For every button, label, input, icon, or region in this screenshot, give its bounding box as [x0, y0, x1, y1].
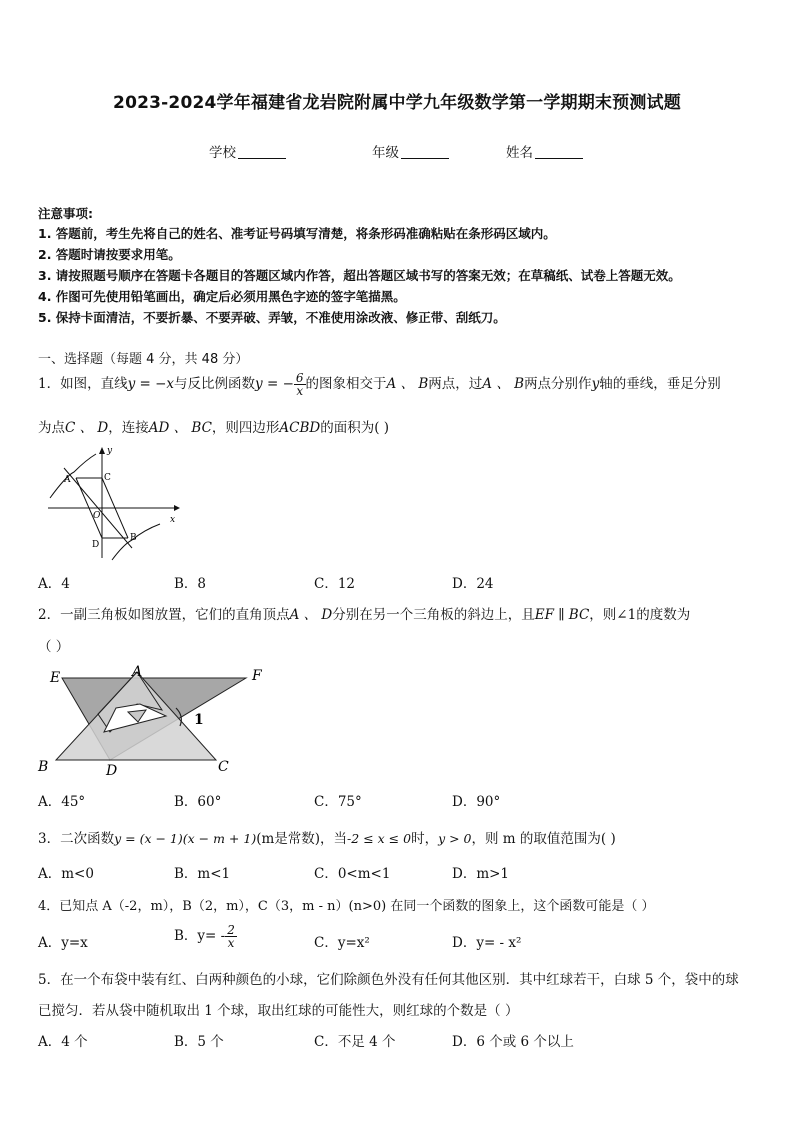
q1-text: 1．如图，直线 — [38, 376, 128, 392]
hyperbola-branch-left — [50, 454, 96, 498]
q1-fraction: $\frac{6}{x}$ — [295, 371, 304, 398]
q2-option-a[interactable]: A．45° — [38, 794, 86, 810]
q3-condition-2: y > 0 — [438, 831, 472, 846]
q3-option-a[interactable]: A．m<0 — [38, 866, 94, 882]
note-item: 3. 请按照题号顺序在答题卡各题目的答题区域内作答，超出答题区域书写的答案无效；在草稿纸、试卷上答题无效。 — [38, 268, 681, 283]
question-5-line-2: 已搅匀．若从袋中随机取出 1 个球，取出红球的可能性大，则红球的个数是（ ） — [38, 1003, 519, 1019]
q1-text: 轴的垂线，垂足分别 — [599, 376, 721, 392]
name-field — [506, 141, 583, 161]
q1-figure — [44, 440, 184, 562]
q1-text: 的图象相交于 — [305, 376, 387, 392]
question-4: 4．已知点 A（-2，m），B（2，m），C（3，m - n）(n>0) 在同一个函数的图象上，这个函数可能是（ ） — [38, 899, 655, 914]
q1-points: A 、 B — [482, 376, 525, 392]
question-3 — [38, 827, 616, 847]
q3-option-b[interactable]: B．m<1 — [174, 866, 231, 882]
q2-option-d[interactable]: D．90° — [452, 794, 501, 810]
label-O: O — [93, 511, 101, 521]
q1-points: C 、 D — [65, 420, 109, 436]
q2-text: 2．一副三角板如图放置，它们的直角顶点 — [38, 607, 290, 623]
q5-option-d[interactable]: D．6 个或 6 个以上 — [452, 1034, 574, 1050]
q3-text: ，则 m 的取值范围为( ) — [471, 831, 616, 847]
label-B: B — [130, 533, 137, 543]
grade-label: 年级 — [372, 145, 399, 161]
question-2-line-2: （ ） — [38, 639, 70, 655]
question-5-line-1: 5．在一个布袋中装有红、白两种颜色的小球，它们除颜色外没有任何其他区别．其中红球若干，白球 5 个，袋中的球 — [38, 972, 739, 988]
label-A: A — [132, 664, 143, 680]
label-F: F — [252, 668, 262, 684]
q4-option-a[interactable]: A．y=x — [38, 935, 88, 951]
q1-segments: AD 、 BC — [148, 420, 212, 436]
q3-text: 3．二次函数 — [38, 831, 115, 847]
q1-text: ，则四边形 — [211, 420, 280, 436]
x-axis-arrow — [174, 505, 180, 511]
note-item: 5. 保持卡面清洁，不要折暴、不要弄破、弄皱，不准使用涂改液、修正带、刮纸刀。 — [38, 310, 506, 325]
school-label: 学校 — [209, 145, 236, 161]
label-D: D — [106, 763, 118, 778]
notes-heading: 注意事项: — [38, 206, 93, 221]
q1-option-d[interactable]: D．24 — [452, 576, 494, 592]
q2-text: ，则∠1的度数为 — [589, 607, 691, 623]
label-B: B — [38, 759, 49, 775]
q1-text: 的面积为( ) — [320, 420, 390, 436]
q3-text: (m是常数)，当 — [256, 831, 348, 847]
grade-field — [372, 141, 449, 161]
question-1-line-1 — [38, 372, 721, 397]
q1-text: ，连接 — [108, 420, 149, 436]
question-2-line-1 — [38, 603, 690, 623]
name-blank[interactable] — [535, 146, 583, 159]
q2-points: A 、 D — [289, 607, 333, 623]
q4-option-d[interactable]: D．y= - x² — [452, 935, 522, 951]
label-E: E — [50, 670, 61, 686]
q1-func-eq: y = − — [255, 376, 294, 392]
page-title: 2023-2024学年福建省龙岩院附属中学九年级数学第一学期期末预测试题 — [113, 93, 681, 113]
label-y: y — [107, 446, 113, 456]
q3-text: 时， — [411, 831, 439, 847]
q4-option-b[interactable]: B．y= - $\frac{2}{x}$ — [174, 923, 235, 950]
name-label: 姓名 — [506, 145, 533, 161]
q1-points: A 、 B — [386, 376, 429, 392]
q1-line-eq: y = −x — [127, 376, 175, 392]
q1-text: 两点，过 — [428, 376, 483, 392]
note-item: 2. 答题时请按要求用笔。 — [38, 247, 181, 262]
q5-option-a[interactable]: A．4 个 — [38, 1034, 88, 1050]
q2-figure — [34, 660, 274, 778]
section-heading: 一、选择题（每题 4 分，共 48 分） — [38, 352, 249, 367]
label-angle-1: 1 — [194, 712, 204, 728]
label-C: C — [218, 759, 229, 775]
label-D: D — [92, 540, 100, 550]
q1-text: 两点分别作 — [524, 376, 592, 392]
q2-text: 分别在另一个三角板的斜边上，且 — [332, 607, 535, 623]
q1-option-b[interactable]: B．8 — [174, 576, 207, 592]
q2-option-c[interactable]: C．75° — [314, 794, 362, 810]
y-axis-arrow — [99, 447, 105, 454]
q5-option-b[interactable]: B．5 个 — [174, 1034, 224, 1050]
question-1-line-2 — [38, 416, 389, 436]
q1-quad: ACBD — [279, 420, 321, 436]
q1-text: 与反比例函数 — [174, 376, 256, 392]
q2-option-b[interactable]: B．60° — [174, 794, 222, 810]
note-item: 4. 作图可先使用铅笔画出，确定后必须用黑色字迹的签字笔描黑。 — [38, 289, 406, 304]
q3-option-d[interactable]: D．m>1 — [452, 866, 510, 882]
q2-parallel: EF ∥ BC — [534, 607, 590, 623]
label-A: A — [64, 475, 71, 485]
q1-option-c[interactable]: C．12 — [314, 576, 356, 592]
school-blank[interactable] — [238, 146, 286, 159]
note-item: 1. 答题前，考生先将自己的姓名、准考证号码填写清楚，将条形码准确粘贴在条形码区域内。 — [38, 226, 556, 241]
grade-blank[interactable] — [401, 146, 449, 159]
q1-option-a[interactable]: A．4 — [38, 576, 70, 592]
q1-text: 为点 — [38, 420, 65, 436]
label-x: x — [170, 515, 176, 525]
school-field — [209, 141, 286, 161]
q3-option-c[interactable]: C．0<m<1 — [314, 866, 391, 882]
q3-condition: -2 ≤ x ≤ 0 — [347, 831, 412, 846]
q4-option-c[interactable]: C．y=x² — [314, 935, 370, 951]
q5-option-c[interactable]: C．不足 4 个 — [314, 1034, 396, 1050]
label-C: C — [104, 473, 111, 483]
q3-equation: y = (x − 1)(x − m + 1) — [114, 831, 257, 846]
q4-fraction: $\frac{2}{x}$ — [227, 923, 235, 950]
q1-axis: y — [591, 376, 600, 392]
